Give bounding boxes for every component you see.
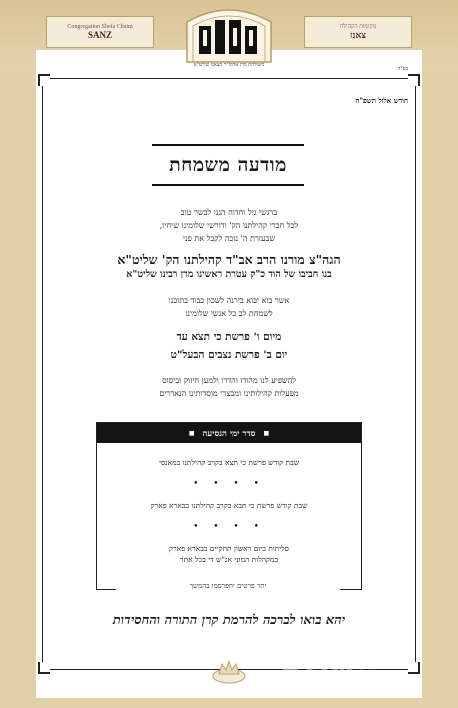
heading-bullet: ■ xyxy=(188,429,195,437)
sanz-logo xyxy=(183,4,275,78)
schedule-item: שבת קודש פרשת כי תצא בקרב קהילתנו במאנסי xyxy=(158,458,300,467)
rabbi-block xyxy=(56,252,402,282)
congregation-tag xyxy=(46,16,154,48)
purpose-line: להשפיע לנו מהודו והדרו ולמען חיזוק וביסוס xyxy=(162,376,296,385)
stay-line: לשמחת לב כל אנשי שלומינו xyxy=(185,309,273,318)
stay-line: אשר בוא יבוא בירנה לשכון כבוד בתוכנו xyxy=(168,296,290,305)
schedule-heading xyxy=(97,423,361,443)
heading-bullet: ■ xyxy=(263,429,270,437)
community-tag xyxy=(304,16,412,48)
watermark-subtext xyxy=(360,664,377,680)
document-title: מודעה משמחת xyxy=(169,153,287,176)
travel-schedule-box xyxy=(96,422,362,590)
purpose-block xyxy=(56,374,402,400)
purpose-line: מפעלות קהילותינו ומבצרי מוסדותינו הנאדרים xyxy=(159,389,299,398)
watermark-subline: אידיש xyxy=(359,663,377,672)
congregation-tag-subtitle: Congregation Shefa Chaim xyxy=(67,24,133,30)
community-tag-title: צאנז xyxy=(350,30,366,40)
frame-corner xyxy=(408,74,420,86)
bsd-mark: בס"ד xyxy=(398,66,408,72)
watermark-subline: נייעס xyxy=(361,671,377,680)
dates-line: יום ב' פרשת נצבים הבעל"ט xyxy=(170,349,288,361)
title-box xyxy=(152,144,304,186)
dates-line: מיום ו' פרשת כי תצא עד xyxy=(176,331,282,343)
more-details-note: יתר פרטים יתפרסמו בהמשך xyxy=(116,582,340,590)
stay-block xyxy=(56,294,402,320)
frame-corner xyxy=(408,662,420,674)
watermark-logo: BDN xyxy=(280,654,356,689)
frame-corner xyxy=(38,74,50,86)
dates-block xyxy=(56,328,402,364)
community-tag-subtitle: מקומות הקהילה xyxy=(339,24,377,30)
rabbi-description: בנו חביבו של הוד כ"ק עטרת ראשינו מרן רבינו שליט"א xyxy=(126,269,332,280)
bdn-watermark xyxy=(280,654,376,689)
crown-ornament-icon xyxy=(211,658,247,684)
intro-line: לכל חברי קהילתנו הק' ודורשי שלומינו שיחיו, xyxy=(159,221,299,230)
intro-line: שבעזרת ה' נזכה לקבל את פני xyxy=(182,234,276,243)
intro-block xyxy=(56,206,402,245)
schedule-separator: • • • • xyxy=(193,522,265,532)
schedule-item: סליחות ביום ראשון תתקיים בבארא פארק xyxy=(169,544,289,553)
schedule-heading-text: סדר ימי הנסיעה xyxy=(202,428,256,439)
frame-corner xyxy=(38,662,50,674)
document-date: חודש אלול תשפ"ה xyxy=(355,96,408,105)
schedule-item: במקהלות המוני אנ"ש די בכל אתר xyxy=(179,555,279,564)
schedule-separator: • • • • xyxy=(193,479,265,489)
sanz-logo-emblem-icon xyxy=(185,4,273,64)
congregation-tag-title: SANZ xyxy=(87,30,112,40)
logo-subtitle: משולחת מרן אדמו"ר מצאנז שליט"א xyxy=(193,62,265,68)
announcement-paper xyxy=(36,50,422,698)
closing-blessing: יהא בואו לברכה להרמת קרן התורה והחסידות xyxy=(112,613,346,628)
intro-line: ברגשי גיל וחדוה הננו לבשר טוב xyxy=(180,208,278,217)
schedule-item: שבת קודש פרשת כי תבא בקרב קהילתנו בבארא פארק xyxy=(150,501,308,510)
rabbi-name: הגה"צ מורנו הרב אב"ד קהילתנו הק' שליט"א xyxy=(117,252,341,267)
